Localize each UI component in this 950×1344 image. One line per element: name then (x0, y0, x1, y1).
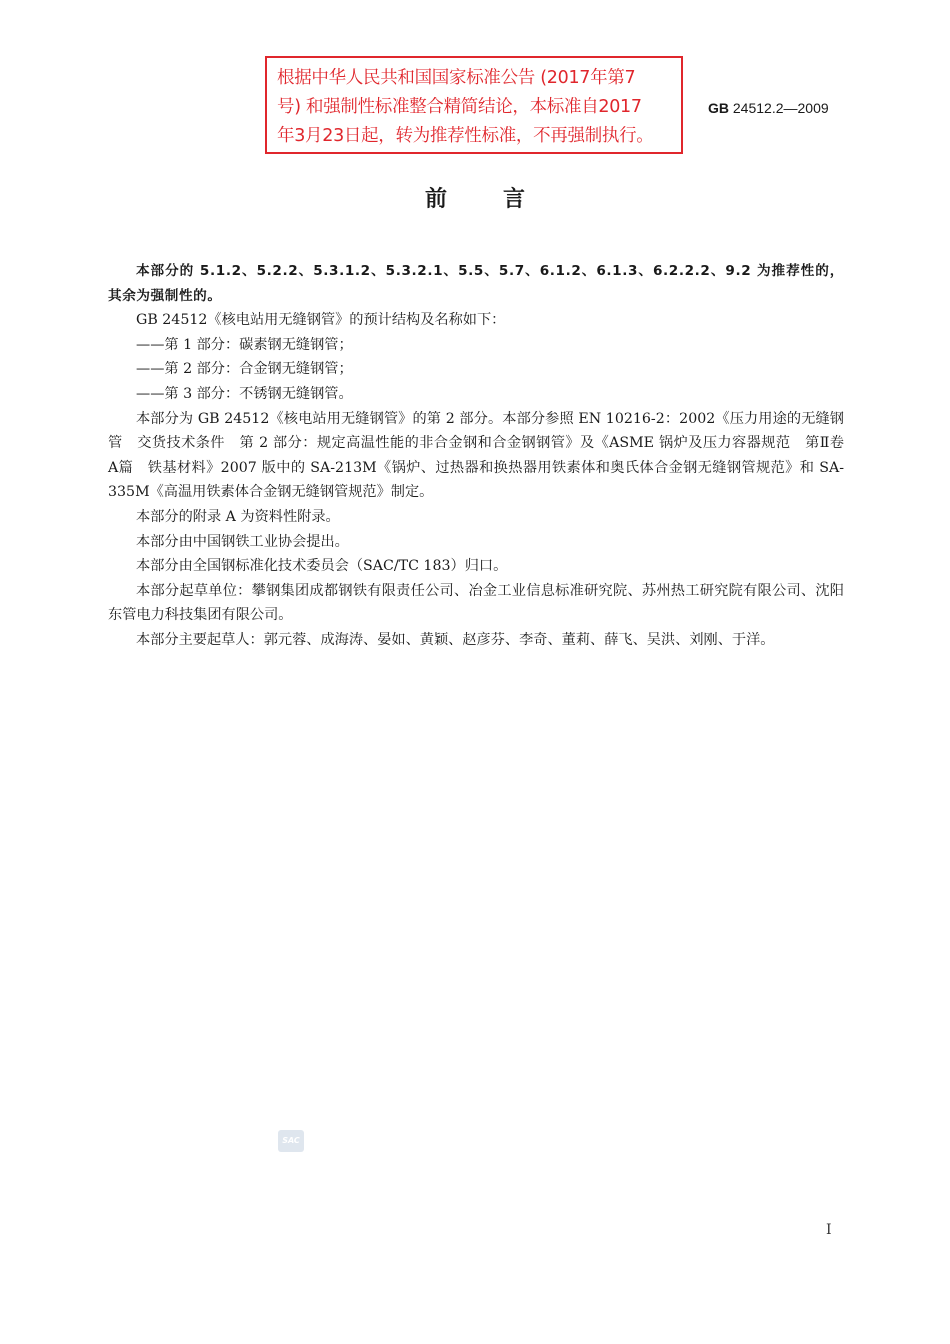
paragraph-drafters: 本部分主要起草人：郭元蓉、成海涛、晏如、黄颖、赵彦芬、李奇、董莉、薛飞、吴洪、刘刚、于洋。 (136, 631, 775, 648)
standard-code (708, 100, 829, 116)
paragraph-part-3: ——第 3 部分：不锈钢无缝钢管。 (136, 385, 353, 402)
paragraph-part-2: ——第 2 部分：合金钢无缝钢管； (136, 361, 353, 378)
sac-watermark-logo: SAC (278, 1130, 304, 1152)
paragraph-references: 本部分为 GB 24512《核电站用无缝钢管》的第 2 部分。本部分参照 EN 10216-2：2002《压力用途的无缝钢管 交货技术条件 第 2 部分：规定高温性能的非合金钢和合金钢钢管》及《ASME 锅炉及压力容器规范 第Ⅱ卷 A篇 铁基材料》2007 版中的 SA-213M《锅炉、过热器和换热器用铁素体和奥氏体合金钢无缝钢管规范》和 SA-335M《高温用铁素体合金钢无缝钢管规范》制定。 (108, 410, 859, 501)
notice-line-2: 号) 和强制性标准整合精简结论，本标准自2017 (277, 97, 642, 117)
page-number: I (826, 1222, 832, 1238)
standard-code-prefix: GB (708, 100, 729, 116)
paragraph-drafting-units: 本部分起草单位：攀钢集团成都钢铁有限责任公司、冶金工业信息标准研究院、苏州热工研究院有限公司、沈阳东管电力科技集团有限公司。 (108, 582, 844, 624)
standard-code-number: 24512.2—2009 (732, 100, 829, 116)
notice-line-3: 年3月23日起，转为推荐性标准，不再强制执行。 (277, 126, 654, 146)
paragraph-recommended-clauses: 本部分的 5.1.2、5.2.2、5.3.1.2、5.3.2.1、5.5、5.7、6.1.2、6.1.3、6.2.2.2、9.2 为推荐性的，其余为强制性的。 (108, 263, 844, 304)
paragraph-committee: 本部分由全国钢标准化技术委员会（SAC/TC 183）归口。 (136, 558, 508, 575)
paragraph-part-1: ——第 1 部分：碳素钢无缝钢管； (136, 336, 353, 353)
paragraph-annex: 本部分的附录 A 为资料性附录。 (136, 508, 340, 525)
page-title: 前言 (424, 187, 581, 212)
repeal-notice-box (265, 56, 683, 154)
notice-line-1: 根据中华人民共和国国家标准公告 (2017年第7 (277, 68, 636, 88)
paragraph-proposer: 本部分由中国钢铁工业协会提出。 (136, 533, 349, 550)
paragraph-structure-intro: GB 24512《核电站用无缝钢管》的预计结构及名称如下： (136, 312, 506, 329)
foreword-body (108, 259, 859, 653)
